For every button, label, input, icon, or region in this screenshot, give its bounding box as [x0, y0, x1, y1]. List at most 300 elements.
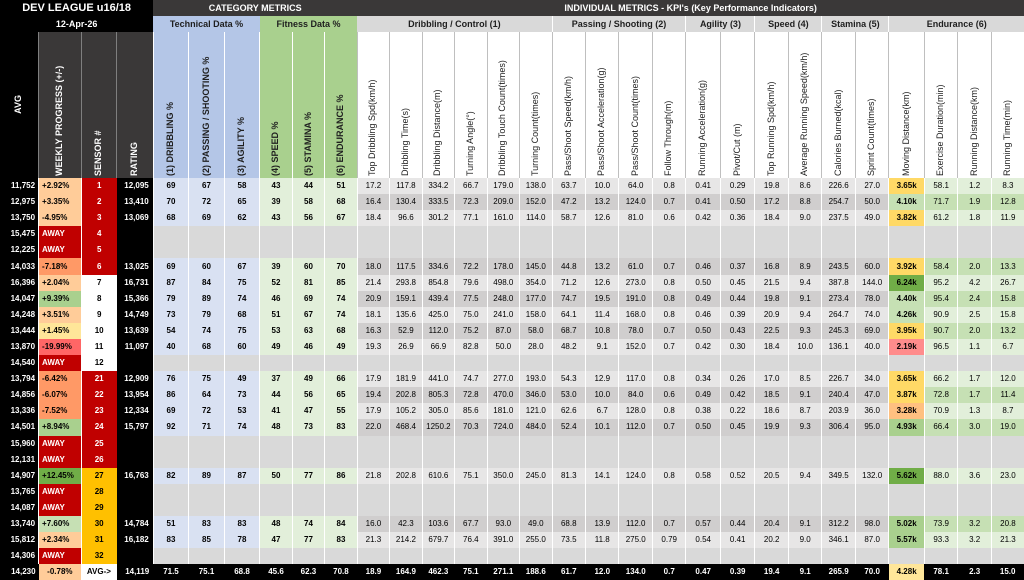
rating-cell: 14,784: [117, 516, 154, 532]
kpi-value-cell: 58.4: [924, 258, 957, 274]
kpi-value-cell: 77.5: [455, 291, 487, 307]
kpi-value-cell: [991, 226, 1024, 242]
kpi-value-cell: [357, 500, 389, 516]
category-value-cell: [224, 436, 260, 452]
category-value-cell: [325, 484, 358, 500]
kpi-value-cell: 724.0: [487, 419, 519, 435]
kpi-value-cell: [924, 500, 957, 516]
avg-cell: 13,765: [0, 484, 39, 500]
avg-cell: 14,306: [0, 548, 39, 564]
category-value-cell: 69: [189, 210, 225, 226]
category-value-cell: [292, 436, 324, 452]
category-value-cell: 87: [153, 275, 189, 291]
weekly-progress-cell: +2.34%: [39, 532, 82, 548]
rating-cell: 13,639: [117, 323, 154, 339]
category-value-cell: 53: [260, 323, 292, 339]
kpi-value-cell: 70.9: [924, 403, 957, 419]
kpi-value-cell: 93.0: [487, 516, 519, 532]
kpi-value-cell: 87.0: [487, 323, 519, 339]
kpi-value-cell: 350.0: [487, 468, 519, 484]
kpi-value-cell: 74.7: [552, 291, 585, 307]
kpi-value-cell: [520, 500, 552, 516]
rating-cell: 16,731: [117, 275, 154, 291]
kpi-value-cell: 306.4: [822, 419, 855, 435]
kpi-value-cell: 11.4: [991, 387, 1024, 403]
kpi-value-cell: 66.4: [924, 419, 957, 435]
category-value-cell: 60: [224, 339, 260, 355]
kpi-value-cell: [924, 355, 957, 371]
kpi-value-cell: [487, 500, 519, 516]
kpi-value-cell: 679.7: [422, 532, 454, 548]
kpi-value-cell: 27.0: [855, 178, 888, 194]
kpi-value-cell: 0.45: [720, 419, 755, 435]
col-kpi-8-label: Pass/Shoot Acceleration(g): [596, 67, 607, 176]
kpi-value-cell: [357, 226, 389, 242]
footer-kpi-avg: 164.9: [390, 564, 422, 580]
avg-cell: 13,870: [0, 339, 39, 355]
kpi-value-cell: 255.0: [520, 532, 552, 548]
kpi-value-cell: 53.0: [552, 387, 585, 403]
kpi-value-cell: 85.6: [455, 403, 487, 419]
kpi-value-cell: 391.0: [487, 532, 519, 548]
category-value-cell: 85: [189, 532, 225, 548]
kpi-value-cell: [889, 452, 925, 468]
kpi-value-cell: 0.46: [686, 307, 721, 323]
col-kpi-19: [958, 32, 991, 178]
kpi-value-cell: [720, 500, 755, 516]
kpi-value-cell: [991, 242, 1024, 258]
category-value-cell: 64: [189, 387, 225, 403]
kpi-value-cell: 0.50: [720, 194, 755, 210]
kpi-value-cell: 0.49: [686, 291, 721, 307]
category-value-cell: [292, 242, 324, 258]
category-value-cell: [260, 452, 292, 468]
footer-kpi-avg: 134.0: [619, 564, 652, 580]
kpi-value-cell: [755, 436, 788, 452]
kpi-value-cell: 193.0: [520, 371, 552, 387]
table-row: [0, 275, 1024, 291]
kpi-value-cell: [586, 355, 619, 371]
kpi-value-cell: 301.2: [422, 210, 454, 226]
kpi-value-cell: 387.8: [822, 275, 855, 291]
kpi-value-cell: 138.0: [520, 178, 552, 194]
kpi-value-cell: 112.0: [422, 323, 454, 339]
kpi-value-cell: 18.4: [357, 210, 389, 226]
kpi-value-cell: [422, 242, 454, 258]
category-value-cell: 68: [189, 339, 225, 355]
kpi-value-cell: 10.0: [788, 339, 821, 355]
sensor-number-cell: 31: [81, 532, 117, 548]
kpi-value-cell: 61.2: [924, 210, 957, 226]
category-value-cell: [224, 355, 260, 371]
category-value-cell: 68: [325, 194, 358, 210]
kpi-value-cell: 19.4: [357, 387, 389, 403]
sensor-number-cell: 22: [81, 387, 117, 403]
kpi-value-cell: [552, 452, 585, 468]
kpi-value-cell: [924, 484, 957, 500]
kpi-value-cell: [720, 355, 755, 371]
kpi-value-cell: 245.3: [822, 323, 855, 339]
kpi-value-cell: [855, 548, 888, 564]
kpi-value-cell: [619, 500, 652, 516]
kpi-value-cell: [487, 452, 519, 468]
kpi-value-cell: [390, 500, 422, 516]
weekly-progress-cell: +2.92%: [39, 178, 82, 194]
rating-cell: 13,954: [117, 387, 154, 403]
kpi-value-cell: [652, 226, 685, 242]
kpi-value-cell: 9.1: [788, 516, 821, 532]
kpi-value-cell: [924, 226, 957, 242]
table-row: [0, 178, 1024, 194]
sensor-number-cell: 6: [81, 258, 117, 274]
category-value-cell: [153, 355, 189, 371]
kpi-value-cell: 12.9: [586, 371, 619, 387]
kpi-value-cell: 0.49: [686, 387, 721, 403]
kpi-value-cell: 0.8: [652, 291, 685, 307]
kpi-value-cell: [422, 548, 454, 564]
kpi-value-cell: [686, 484, 721, 500]
kpi-value-cell: 58.1: [924, 178, 957, 194]
kpi-value-cell: 26.7: [991, 275, 1024, 291]
kpi-value-cell: 18.6: [755, 403, 788, 419]
weekly-progress-cell: +1.45%: [39, 323, 82, 339]
kpi-value-cell: 254.7: [822, 194, 855, 210]
kpi-value-cell: 11.4: [586, 307, 619, 323]
kpi-value-cell: 293.8: [390, 275, 422, 291]
kpi-value-cell: 245.0: [520, 468, 552, 484]
group-stamina-header: Stamina (5): [822, 16, 889, 32]
kpi-value-cell: 8.9: [788, 258, 821, 274]
kpi-value-cell: 334.6: [422, 258, 454, 274]
table-row: [0, 258, 1024, 274]
kpi-value-cell: 4.93k: [889, 419, 925, 435]
kpi-value-cell: [889, 355, 925, 371]
kpi-value-cell: 0.8: [652, 178, 685, 194]
kpi-value-cell: 93.3: [924, 532, 957, 548]
kpi-value-cell: 72.3: [455, 194, 487, 210]
kpi-value-cell: [357, 452, 389, 468]
category-value-cell: [292, 548, 324, 564]
kpi-value-cell: [422, 484, 454, 500]
col-kpi-2-label: Dribbling Time(s): [399, 107, 410, 176]
kpi-value-cell: 3.65k: [889, 178, 925, 194]
footer-avg: 14,230: [0, 564, 39, 580]
kpi-value-cell: [552, 242, 585, 258]
kpi-value-cell: [357, 355, 389, 371]
col-weekly-progress: [39, 32, 82, 178]
kpi-value-cell: [520, 452, 552, 468]
kpi-value-cell: 275.0: [619, 532, 652, 548]
category-value-cell: [189, 355, 225, 371]
category-value-cell: [224, 500, 260, 516]
kpi-value-cell: [487, 226, 519, 242]
avg-cell: 14,856: [0, 387, 39, 403]
kpi-value-cell: 58.7: [552, 210, 585, 226]
kpi-value-cell: 96.6: [390, 210, 422, 226]
kpi-value-cell: 1250.2: [422, 419, 454, 435]
kpi-value-cell: 1.3: [958, 403, 991, 419]
category-value-cell: [325, 548, 358, 564]
kpi-value-cell: 0.42: [686, 210, 721, 226]
col-kpi-18: [924, 32, 957, 178]
kpi-value-cell: [855, 355, 888, 371]
footer-category-avg: 70.8: [325, 564, 358, 580]
kpi-value-cell: [652, 500, 685, 516]
category-value-cell: [153, 500, 189, 516]
rating-cell: [117, 355, 154, 371]
group-speed-header: Speed (4): [755, 16, 822, 32]
kpi-value-cell: 16.0: [357, 516, 389, 532]
footer-kpi-avg: 78.1: [924, 564, 957, 580]
kpi-value-cell: 805.3: [422, 387, 454, 403]
avg-cell: 13,444: [0, 323, 39, 339]
category-value-cell: [292, 226, 324, 242]
kpi-value-cell: 243.5: [822, 258, 855, 274]
rating-cell: 11,097: [117, 339, 154, 355]
kpi-value-cell: 16.3: [357, 323, 389, 339]
category-value-cell: [325, 242, 358, 258]
kpi-value-cell: [520, 355, 552, 371]
table-row: [0, 387, 1024, 403]
kpi-value-cell: [487, 484, 519, 500]
kpi-value-cell: [552, 500, 585, 516]
weekly-progress-cell: -6.07%: [39, 387, 82, 403]
kpi-value-cell: 248.0: [487, 291, 519, 307]
kpi-value-cell: [720, 226, 755, 242]
weekly-progress-cell: +9.39%: [39, 291, 82, 307]
category-value-cell: 49: [325, 339, 358, 355]
col-kpi-16: [855, 32, 888, 178]
col-cat-1-label: (1) DRIBBLING %: [165, 102, 176, 176]
kpi-value-cell: 144.0: [855, 275, 888, 291]
kpi-value-cell: 21.3: [357, 532, 389, 548]
category-value-cell: [224, 484, 260, 500]
kpi-value-cell: 88.0: [924, 468, 957, 484]
kpi-value-cell: 8.3: [991, 178, 1024, 194]
category-value-cell: 49: [260, 339, 292, 355]
kpi-value-cell: [958, 355, 991, 371]
kpi-value-cell: [586, 500, 619, 516]
category-value-cell: 68: [325, 323, 358, 339]
kpi-value-cell: 152.0: [619, 339, 652, 355]
col-kpi-14-label: Average Running Speed(km/h): [799, 52, 810, 176]
kpi-value-cell: [586, 548, 619, 564]
kpi-value-cell: 52.4: [552, 419, 585, 435]
kpi-value-cell: 16.8: [755, 258, 788, 274]
kpi-value-cell: 0.22: [720, 403, 755, 419]
kpi-value-cell: 9.4: [788, 307, 821, 323]
table-row: [0, 419, 1024, 435]
sensor-number-cell: 7: [81, 275, 117, 291]
kpi-value-cell: 18.4: [755, 339, 788, 355]
category-value-cell: 53: [224, 403, 260, 419]
col-kpi-5: [487, 32, 519, 178]
category-value-cell: 52: [260, 275, 292, 291]
footer-sensor-label: AVG->: [81, 564, 117, 580]
category-value-cell: 70: [153, 194, 189, 210]
category-value-cell: 48: [260, 516, 292, 532]
kpi-value-cell: 5.62k: [889, 468, 925, 484]
category-value-cell: [260, 484, 292, 500]
kpi-value-cell: [991, 452, 1024, 468]
kpi-value-cell: [357, 484, 389, 500]
category-value-cell: 62: [224, 210, 260, 226]
kpi-value-cell: [855, 484, 888, 500]
category-value-cell: 86: [325, 468, 358, 484]
kpi-value-cell: [720, 484, 755, 500]
rating-cell: [117, 452, 154, 468]
kpi-value-cell: [686, 355, 721, 371]
table-row: [0, 468, 1024, 484]
kpi-value-cell: 425.0: [422, 307, 454, 323]
category-value-cell: [189, 226, 225, 242]
kpi-value-cell: 0.42: [686, 339, 721, 355]
col-kpi-15: [822, 32, 855, 178]
kpi-value-cell: 78.0: [619, 323, 652, 339]
col-kpi-9: [619, 32, 652, 178]
kpi-value-cell: 2.19k: [889, 339, 925, 355]
col-kpi-19-label: Running Distance(km): [968, 86, 979, 176]
footer-kpi-avg: 19.4: [755, 564, 788, 580]
kpi-value-cell: 0.58: [686, 468, 721, 484]
category-value-cell: [260, 436, 292, 452]
category-value-cell: 44: [260, 387, 292, 403]
kpi-value-cell: 66.7: [455, 178, 487, 194]
kpi-value-cell: [924, 436, 957, 452]
category-value-cell: [153, 548, 189, 564]
footer-kpi-avg: 12.0: [586, 564, 619, 580]
category-value-cell: [260, 242, 292, 258]
fitness-data-header: Fitness Data %: [260, 16, 357, 32]
kpi-value-cell: [619, 484, 652, 500]
kpi-value-cell: [788, 226, 821, 242]
kpi-value-cell: 498.0: [487, 275, 519, 291]
category-value-cell: 54: [153, 323, 189, 339]
avg-cell: 14,087: [0, 500, 39, 516]
kpi-value-cell: 10.1: [586, 419, 619, 435]
col-cat-5: [292, 32, 324, 178]
kpi-value-cell: 17.9: [357, 371, 389, 387]
kpi-value-cell: 13.2: [991, 323, 1024, 339]
kpi-value-cell: 121.0: [520, 403, 552, 419]
kpi-value-cell: 0.8: [652, 307, 685, 323]
kpi-value-cell: [390, 548, 422, 564]
category-value-cell: 74: [224, 291, 260, 307]
kpi-value-cell: [958, 484, 991, 500]
kpi-value-cell: [455, 355, 487, 371]
kpi-value-cell: 72.2: [455, 258, 487, 274]
kpi-value-cell: 5.02k: [889, 516, 925, 532]
category-value-cell: 78: [224, 532, 260, 548]
kpi-value-cell: [889, 500, 925, 516]
kpi-value-cell: 0.30: [720, 339, 755, 355]
rating-cell: 12,334: [117, 403, 154, 419]
kpi-value-cell: 95.0: [855, 419, 888, 435]
kpi-value-cell: 0.42: [720, 387, 755, 403]
kpi-value-cell: 84.0: [619, 387, 652, 403]
kpi-value-cell: 3.6: [958, 468, 991, 484]
sensor-number-cell: 30: [81, 516, 117, 532]
kpi-value-cell: 349.5: [822, 468, 855, 484]
table-row: [0, 355, 1024, 371]
kpi-value-cell: 20.2: [755, 532, 788, 548]
footer-category-avg: 71.5: [153, 564, 189, 580]
kpi-value-cell: 3.87k: [889, 387, 925, 403]
category-value-cell: 73: [292, 419, 324, 435]
footer-category-avg: 75.1: [189, 564, 225, 580]
sensor-number-cell: 25: [81, 436, 117, 452]
kpi-value-cell: 12.8: [991, 194, 1024, 210]
col-kpi-7-label: Pass/Shoot Speed(km/h): [562, 75, 573, 176]
kpi-value-cell: 21.3: [991, 532, 1024, 548]
kpi-value-cell: 3.28k: [889, 403, 925, 419]
kpi-value-cell: [855, 500, 888, 516]
table-row: [0, 210, 1024, 226]
category-value-cell: 43: [260, 210, 292, 226]
kpi-value-cell: 73.9: [924, 516, 957, 532]
category-value-cell: [153, 226, 189, 242]
kpi-value-cell: [958, 436, 991, 452]
kpi-value-cell: 0.54: [686, 532, 721, 548]
kpi-value-cell: [422, 436, 454, 452]
weekly-progress-cell: +8.94%: [39, 419, 82, 435]
category-value-cell: [260, 355, 292, 371]
kpi-value-cell: 60.0: [855, 258, 888, 274]
kpi-value-cell: 3.82k: [889, 210, 925, 226]
kpi-value-cell: [755, 548, 788, 564]
footer-kpi-avg: 0.7: [652, 564, 685, 580]
kpi-value-cell: 19.8: [755, 291, 788, 307]
kpi-value-cell: 610.6: [422, 468, 454, 484]
category-value-cell: 73: [153, 307, 189, 323]
category-value-cell: 74: [224, 419, 260, 435]
kpi-value-cell: [755, 500, 788, 516]
weekly-progress-cell: -7.18%: [39, 258, 82, 274]
category-value-cell: 70: [325, 258, 358, 274]
kpi-value-cell: 74.0: [855, 307, 888, 323]
kpi-value-cell: 124.0: [619, 468, 652, 484]
col-kpi-4: [455, 32, 487, 178]
kpi-value-cell: 70.3: [455, 419, 487, 435]
col-kpi-2: [390, 32, 422, 178]
kpi-value-cell: [422, 355, 454, 371]
kpi-value-cell: 226.7: [822, 371, 855, 387]
kpi-value-cell: 75.0: [455, 307, 487, 323]
rating-cell: 12,095: [117, 178, 154, 194]
kpi-value-cell: 47.2: [552, 194, 585, 210]
kpi-value-cell: [991, 436, 1024, 452]
category-value-cell: 75: [224, 323, 260, 339]
footer-kpi-avg: 265.9: [822, 564, 855, 580]
footer-kpi-avg: 61.7: [552, 564, 585, 580]
kpi-value-cell: 0.43: [720, 323, 755, 339]
kpi-value-cell: 135.6: [390, 307, 422, 323]
kpi-value-cell: 468.4: [390, 419, 422, 435]
kpi-value-cell: 334.2: [422, 178, 454, 194]
kpi-value-cell: [619, 355, 652, 371]
kpi-value-cell: [357, 548, 389, 564]
col-cat-4: [260, 32, 292, 178]
kpi-value-cell: 52.9: [390, 323, 422, 339]
col-kpi-11: [686, 32, 721, 178]
col-cat-6: [325, 32, 358, 178]
kpi-value-cell: 44.8: [552, 258, 585, 274]
category-value-cell: 76: [153, 371, 189, 387]
sensor-number-cell: 12: [81, 355, 117, 371]
kpi-value-cell: 1.1: [958, 339, 991, 355]
table-row: [0, 500, 1024, 516]
kpi-value-cell: 9.4: [788, 275, 821, 291]
